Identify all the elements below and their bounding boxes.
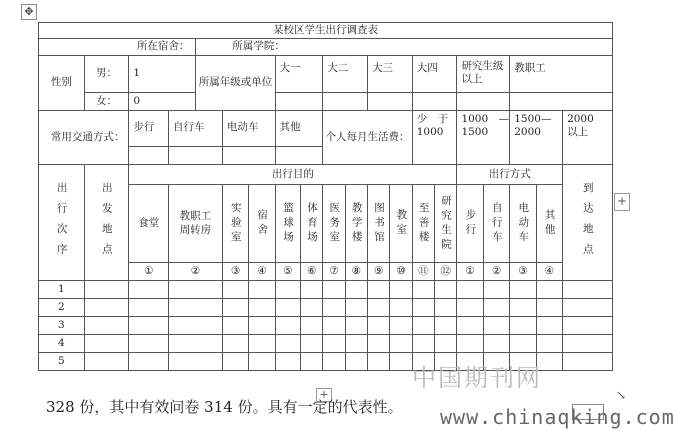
- row-number: 3: [39, 317, 85, 335]
- purpose-zhishan: [412, 185, 434, 263]
- purpose-num: ①: [129, 263, 169, 281]
- living-cost-line: 2000: [567, 113, 594, 125]
- cell[interactable]: [536, 299, 562, 317]
- purpose-dorm: [249, 185, 275, 263]
- purpose-lab: [222, 185, 248, 263]
- cell[interactable]: [412, 281, 434, 299]
- grade-option: 大三: [368, 56, 413, 93]
- add-column-button[interactable]: +: [614, 193, 630, 211]
- cell[interactable]: [301, 317, 323, 335]
- purpose-library-text: 图书馆: [372, 201, 385, 246]
- cell[interactable]: [457, 335, 483, 353]
- row-number: 1: [39, 281, 85, 299]
- cell[interactable]: [510, 281, 536, 299]
- dest-cell[interactable]: [563, 299, 613, 317]
- cell[interactable]: [435, 299, 457, 317]
- grade-check-cell[interactable]: [457, 93, 510, 111]
- dorm-label: 所在宿舍：: [39, 39, 196, 56]
- cell[interactable]: [390, 335, 412, 353]
- living-cost-label: 个人每月生活费：: [323, 111, 412, 165]
- purpose-num: ⑤: [275, 263, 300, 281]
- purpose-classroom: [390, 185, 412, 263]
- cell[interactable]: [323, 317, 345, 335]
- living-cost-option: [563, 111, 613, 165]
- grade-check-cell[interactable]: [275, 93, 323, 111]
- dest-cell[interactable]: [563, 281, 613, 299]
- purpose-num: ②: [169, 263, 223, 281]
- cell[interactable]: [222, 353, 248, 371]
- cell[interactable]: [301, 299, 323, 317]
- row-number: 4: [39, 335, 85, 353]
- transport-check-cell[interactable]: [169, 147, 223, 165]
- cell[interactable]: [323, 299, 345, 317]
- purpose-staff-housing-text: 教职工周转房: [179, 210, 212, 236]
- purpose-num: ③: [222, 263, 248, 281]
- cell[interactable]: [390, 281, 412, 299]
- cell[interactable]: [435, 317, 457, 335]
- living-cost-option: [510, 111, 563, 165]
- mode-num: ①: [457, 263, 483, 281]
- cell[interactable]: [536, 335, 562, 353]
- cell[interactable]: [222, 281, 248, 299]
- purpose-stadium: [301, 185, 323, 263]
- cell[interactable]: [275, 317, 300, 335]
- dest-cell[interactable]: [563, 335, 613, 353]
- cell[interactable]: [368, 335, 390, 353]
- purpose-num: ⑪: [412, 263, 434, 281]
- origin-cell[interactable]: [84, 317, 129, 335]
- cell[interactable]: [435, 281, 457, 299]
- purpose-header: 出行目的: [129, 165, 457, 185]
- cell[interactable]: [457, 317, 483, 335]
- cell[interactable]: [323, 281, 345, 299]
- mode-bike: [483, 185, 509, 263]
- cell[interactable]: [457, 299, 483, 317]
- body-paragraph: 328 份，其中有效问卷 314 份。具有一定的代表性。: [46, 398, 403, 416]
- purpose-num: ⑩: [390, 263, 412, 281]
- cell[interactable]: [483, 317, 509, 335]
- purpose-staff-housing: [169, 185, 223, 263]
- purpose-lab-text: 实验室: [229, 201, 242, 246]
- cell[interactable]: [249, 317, 275, 335]
- grade-check-cell[interactable]: [510, 93, 613, 111]
- grade-option: 研究生级以上: [457, 56, 510, 93]
- origin-cell[interactable]: [84, 353, 129, 371]
- mode-num: ②: [483, 263, 509, 281]
- grade-check-cell[interactable]: [368, 93, 413, 111]
- cell[interactable]: [368, 299, 390, 317]
- transport-check-cell[interactable]: [222, 147, 275, 165]
- purpose-clinic: [323, 185, 345, 263]
- purpose-classroom-text: 教室: [395, 209, 408, 238]
- transport-check-cell[interactable]: [275, 147, 323, 165]
- cell[interactable]: [301, 281, 323, 299]
- cell[interactable]: [129, 353, 169, 371]
- transport-option: 其他: [275, 111, 323, 147]
- grade-label: 所属年级或单位: [196, 56, 275, 111]
- purpose-grad-school: [435, 185, 457, 263]
- living-cost-line: 2000: [514, 126, 541, 139]
- mode-num: ③: [510, 263, 536, 281]
- cell[interactable]: [412, 299, 434, 317]
- cell[interactable]: [275, 335, 300, 353]
- transport-option: 自行车: [169, 111, 223, 147]
- cell[interactable]: [249, 281, 275, 299]
- cell[interactable]: [345, 353, 367, 371]
- origin-cell[interactable]: [84, 281, 129, 299]
- origin-cell[interactable]: [84, 299, 129, 317]
- cell[interactable]: [169, 299, 223, 317]
- mode-bike-text: 自行车: [490, 201, 503, 246]
- cell[interactable]: [390, 353, 412, 371]
- cell[interactable]: [169, 317, 223, 335]
- grade-check-cell[interactable]: [412, 93, 457, 111]
- cell[interactable]: [249, 353, 275, 371]
- cell[interactable]: [222, 317, 248, 335]
- transport-label: 常用交通方式：: [39, 111, 129, 165]
- living-cost-line: 1000 —: [461, 113, 510, 125]
- cell[interactable]: [169, 353, 223, 371]
- purpose-num: ⑥: [301, 263, 323, 281]
- gender-label: 性别: [39, 56, 85, 111]
- cell[interactable]: [536, 317, 562, 335]
- watermark-url: www.chinaqking.com: [440, 405, 675, 429]
- grade-check-cell[interactable]: [323, 93, 368, 111]
- transport-option: 电动车: [222, 111, 275, 147]
- mode-num: ④: [536, 263, 562, 281]
- cell[interactable]: [169, 281, 223, 299]
- grade-option: 大四: [412, 56, 457, 93]
- purpose-zhishan-text: 至善楼: [417, 201, 430, 246]
- cell[interactable]: [345, 317, 367, 335]
- living-cost-option: [457, 111, 510, 165]
- cell[interactable]: [345, 281, 367, 299]
- cell[interactable]: [129, 335, 169, 353]
- row-number: 5: [39, 353, 85, 371]
- cell[interactable]: [390, 317, 412, 335]
- cell[interactable]: [249, 299, 275, 317]
- dest-label: [563, 165, 613, 281]
- purpose-num: ④: [249, 263, 275, 281]
- purpose-library: [368, 185, 390, 263]
- grade-option: 大一: [275, 56, 323, 93]
- cell[interactable]: [323, 335, 345, 353]
- cell[interactable]: [275, 299, 300, 317]
- living-cost-option: [412, 111, 457, 165]
- living-cost-line: 1500: [461, 126, 489, 139]
- mode-ebike-text: 电动车: [517, 201, 530, 246]
- living-cost-line: 以上: [567, 126, 589, 139]
- purpose-teaching-building: [345, 185, 367, 263]
- transport-option: 步行: [129, 111, 169, 147]
- origin-label-text: 出发地点: [100, 181, 113, 264]
- table-row: [39, 317, 613, 335]
- cell[interactable]: [510, 299, 536, 317]
- female-value: 0: [129, 93, 196, 111]
- move-arrows-icon[interactable]: ✥: [21, 4, 37, 20]
- cell[interactable]: [412, 317, 434, 335]
- origin-cell[interactable]: [84, 335, 129, 353]
- cell[interactable]: [301, 353, 323, 371]
- purpose-stadium-text: 体育场: [305, 201, 318, 246]
- add-row-button[interactable]: +: [316, 388, 332, 402]
- purpose-num: ⑧: [345, 263, 367, 281]
- cell[interactable]: [390, 299, 412, 317]
- living-cost-line: 1000: [416, 126, 444, 139]
- cell[interactable]: [222, 335, 248, 353]
- mode-walk: [457, 185, 483, 263]
- cell[interactable]: [457, 281, 483, 299]
- seq-label-text: 出行次序: [55, 181, 68, 264]
- table-title: 某校区学生出行调查表: [39, 23, 613, 39]
- cell[interactable]: [129, 317, 169, 335]
- mode-other-text: 其他: [543, 209, 556, 238]
- resize-handle-icon[interactable]: ↘: [615, 388, 627, 402]
- cell[interactable]: [169, 335, 223, 353]
- cell[interactable]: [368, 317, 390, 335]
- survey-table: [38, 22, 613, 371]
- cell[interactable]: [129, 281, 169, 299]
- living-cost-line: 少 于: [416, 113, 449, 125]
- cell[interactable]: [510, 317, 536, 335]
- cell[interactable]: [323, 353, 345, 371]
- purpose-basketball: [275, 185, 300, 263]
- cell[interactable]: [435, 335, 457, 353]
- living-cost-line: 1500—: [514, 113, 552, 125]
- purpose-num: ⑫: [435, 263, 457, 281]
- cell[interactable]: [301, 335, 323, 353]
- mode-other: [536, 185, 562, 263]
- cell[interactable]: [249, 335, 275, 353]
- cell[interactable]: [222, 299, 248, 317]
- dest-label-text: 到达地点: [581, 181, 594, 264]
- table-row: [39, 299, 613, 317]
- cell[interactable]: [345, 299, 367, 317]
- male-label: 男：: [84, 56, 129, 93]
- purpose-canteen: 食堂: [129, 185, 169, 263]
- cell[interactable]: [368, 353, 390, 371]
- grade-option: 教职工: [510, 56, 613, 93]
- grade-option: 大二: [323, 56, 368, 93]
- purpose-basketball-text: 篮球场: [282, 201, 295, 246]
- cell[interactable]: [510, 335, 536, 353]
- dest-cell[interactable]: [563, 317, 613, 335]
- table-row: [39, 335, 613, 353]
- cell[interactable]: [129, 299, 169, 317]
- male-value: 1: [129, 56, 196, 93]
- purpose-num: ⑨: [368, 263, 390, 281]
- female-label: 女：: [84, 93, 129, 111]
- cell[interactable]: [483, 281, 509, 299]
- college-label: 所属学院：: [196, 39, 613, 56]
- purpose-clinic-text: 医务室: [328, 201, 341, 246]
- transport-check-cell[interactable]: [129, 147, 169, 165]
- dest-cell[interactable]: [563, 353, 613, 371]
- purpose-grad-school-text: 研究生院: [440, 194, 453, 253]
- cell[interactable]: [412, 335, 434, 353]
- cell[interactable]: [368, 281, 390, 299]
- cell[interactable]: [483, 335, 509, 353]
- row-number: 2: [39, 299, 85, 317]
- seq-label: [39, 165, 85, 281]
- cell[interactable]: [536, 281, 562, 299]
- cell[interactable]: [483, 299, 509, 317]
- table-row: [39, 281, 613, 299]
- mode-ebike: [510, 185, 536, 263]
- purpose-num: ⑦: [323, 263, 345, 281]
- origin-label: [84, 165, 129, 281]
- cell[interactable]: [345, 335, 367, 353]
- watermark-text: 中国期刊网: [412, 364, 542, 392]
- purpose-teaching-building-text: 教学楼: [350, 201, 363, 246]
- purpose-dorm-text: 宿舍: [256, 209, 269, 238]
- cell[interactable]: [275, 281, 300, 299]
- mode-walk-text: 步行: [464, 209, 477, 238]
- mode-header: 出行方式: [457, 165, 563, 185]
- cell[interactable]: [275, 353, 300, 371]
